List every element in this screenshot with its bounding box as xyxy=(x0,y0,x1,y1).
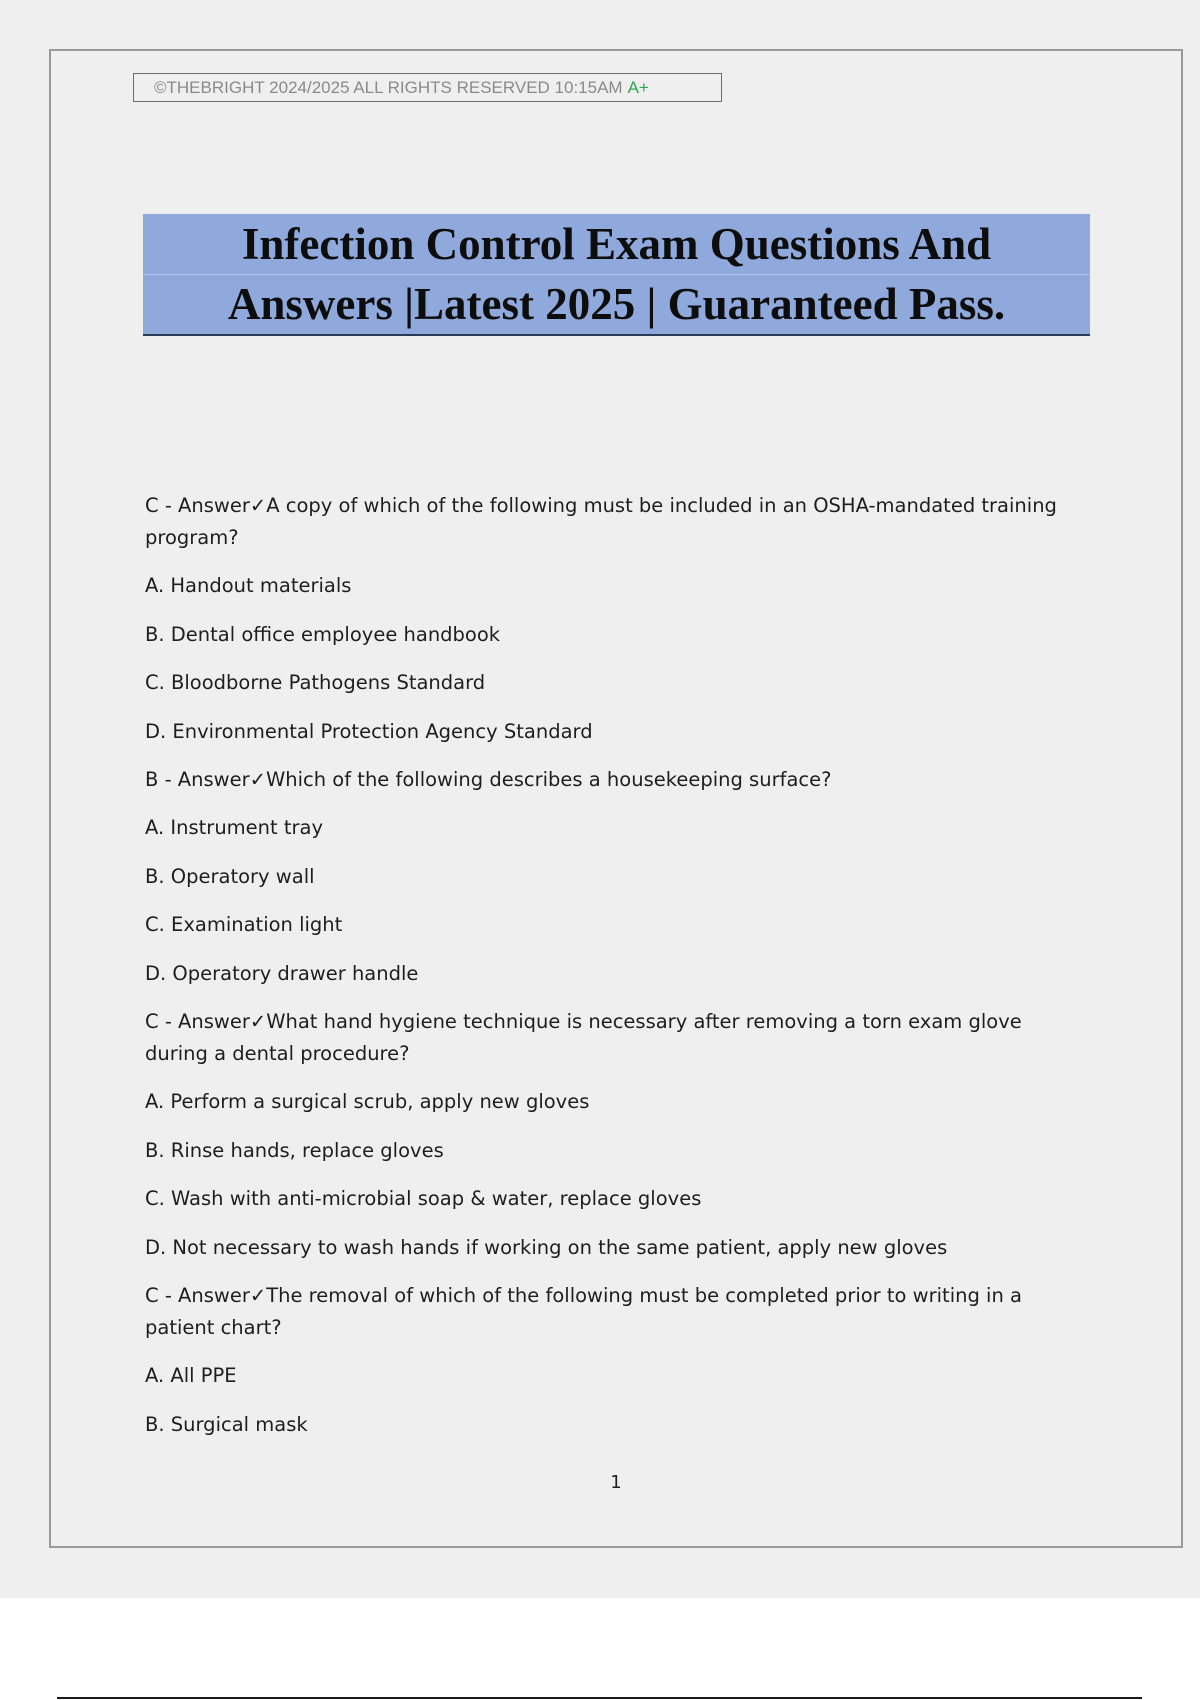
document-title-line-2: Answers |Latest 2025 | Guaranteed Pass. xyxy=(227,279,1006,329)
copyright-header xyxy=(133,73,722,102)
question-list xyxy=(145,490,1085,1441)
copyright-text: ©THEBRIGHT 2024/2025 ALL RIGHTS RESERVED 10:15AM xyxy=(154,77,623,97)
answer-option: A. Handout materials xyxy=(145,574,352,597)
answer-option: A. Perform a surgical scrub, apply new gloves xyxy=(145,1090,590,1113)
title-banner xyxy=(143,214,1090,336)
title-divider xyxy=(143,274,1090,275)
answer-option: B. Operatory wall xyxy=(145,864,315,888)
answer-option: D. Not necessary to wash hands if working on the same patient, apply new gloves xyxy=(145,1235,948,1259)
answer-option: A. All PPE xyxy=(145,1364,237,1387)
question-1: C - Answer✓A copy of which of the following must be included in an OSHA-mandated training program? xyxy=(145,494,1057,549)
answer-option: D. Environmental Protection Agency Standard xyxy=(145,719,593,743)
answer-option: C. Bloodborne Pathogens Standard xyxy=(145,671,486,694)
grade-badge: A+ xyxy=(627,77,649,97)
answer-option: C. Examination light xyxy=(145,913,343,936)
question-2: B - Answer✓Which of the following describes a housekeeping surface? xyxy=(145,768,832,791)
answer-option: C. Wash with anti-microbial soap & water, replace gloves xyxy=(145,1187,702,1210)
question-4: C - Answer✓The removal of which of the following must be completed prior to writing in a patient chart? xyxy=(145,1284,1022,1339)
answer-option: B. Dental office employee handbook xyxy=(145,622,501,646)
answer-option: D. Operatory drawer handle xyxy=(145,961,419,985)
answer-option: A. Instrument tray xyxy=(145,816,324,839)
answer-option: B. Rinse hands, replace gloves xyxy=(145,1138,444,1162)
page-number: 1 xyxy=(610,1472,622,1493)
answer-option: B. Surgical mask xyxy=(145,1412,308,1436)
document-title-line-1: Infection Control Exam Questions And xyxy=(241,219,992,269)
question-3: C - Answer✓What hand hygiene technique is necessary after removing a torn exam glove during a dental procedure? xyxy=(145,1010,1022,1065)
footer-divider xyxy=(57,1697,1142,1699)
